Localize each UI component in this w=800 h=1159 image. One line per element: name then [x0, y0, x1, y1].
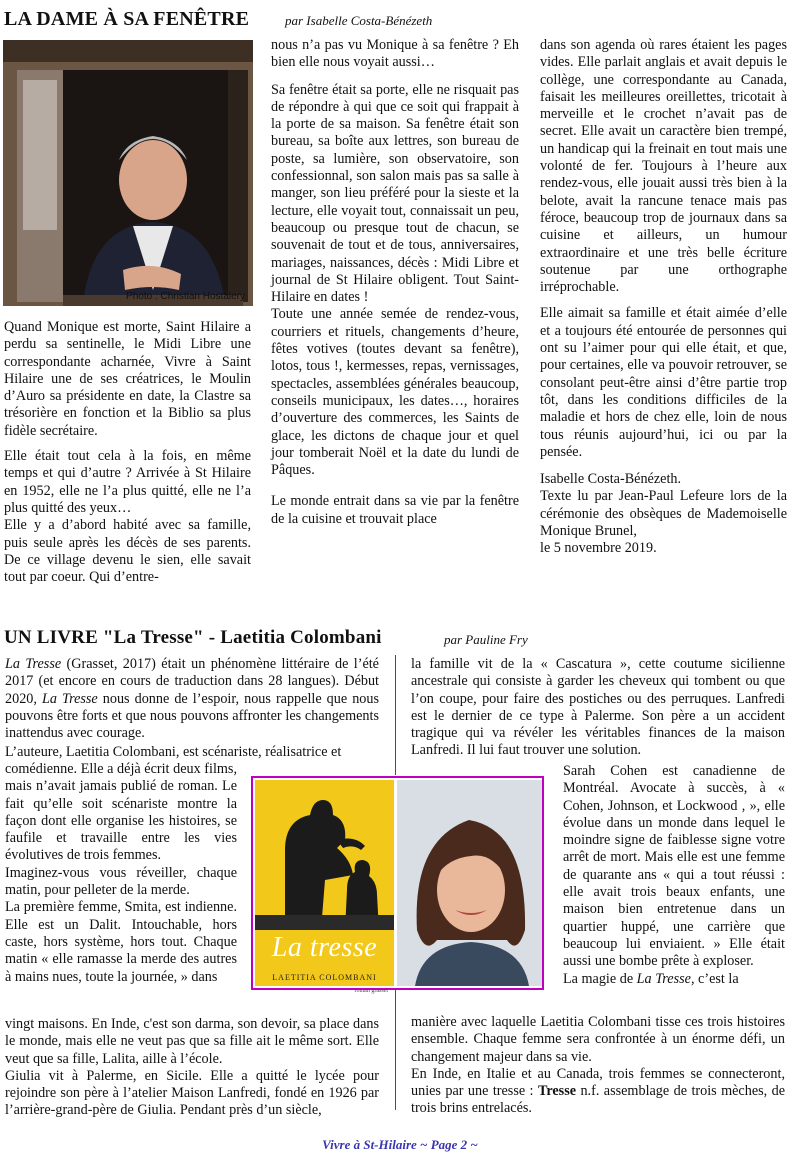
paragraph: dans son agenda où rares étaient les pages vides. Elle parlait anglais et avait depuis le collège, une correspondante au Canada, faisait les meilleures oreillettes, tricotait à merveille et le crochet n’avait pas de secret. Elle avait un caractère bien trempé, un handicap qui la freinait en tout mais une volonté de fer. Toujours à l’heure aux rendez-vous, elle jouait aussi très bien à la belote, avait la rancune tenace mais pas féroce, beaucoup trop de journaux dans sa cuisine et ailleurs, un humour extraordinaire et une très belle écriture soutenue par une orthographe irréprochable. [540, 37, 787, 296]
paragraph: Sarah Cohen est canadienne de Montréal. Avocate à succès, à « Cohen, Johnson, et Lockwood , », elle évolue dans un monde dans lequel le moindre signe de faiblesse signe votre arrêt de mort. Mais elle est une femme de quarante ans « qui a tout réussi : elle avait trois beaux enfants, une maison bien entretenue dans un quartier huppé, une carrière que beaucoup lui enviaient. » Elle était aussi une bombe prête à exploser. [563, 763, 785, 970]
paragraph [411, 1066, 785, 1118]
paragraph: nous n’a pas vu Monique à sa fenêtre ? Eh bien elle nous voyait aussi… [271, 37, 519, 71]
paragraph: vingt maisons. En Inde, c'est son darma, son devoir, sa place dans le monde, mais elle ne veut pas que sa fille ait le même sort. Elle veut que sa fille, Lalita, aille à l’école. [5, 1016, 379, 1067]
portrait-illustration [397, 780, 542, 986]
paragraph: Elle y a d’abord habité avec sa famille, puis seule après les décès de ses parents. De ce village devenu le sien, elle savait tout par coeur. Qui d’entre- [4, 517, 251, 586]
paragraph-first-line: L’auteure, Laetitia Colombani, est scénariste, réalisatrice et [5, 744, 342, 760]
paragraph: Le monde entrait dans sa vie par la fenêtre de la cuisine et trouvait place [271, 493, 519, 527]
signature: Isabelle Costa-Bénézeth. [540, 471, 682, 488]
text-span: En Inde, en Italie et au Canada, trois femmes se connecteront, unies par une tresse : [411, 1065, 785, 1100]
book-title-italic: La Tresse [41, 690, 98, 707]
article2-right-top [411, 656, 785, 760]
article2-intro [5, 656, 379, 742]
date-line: le 5 novembre 2019. [540, 540, 657, 557]
article1-column-2 [271, 37, 519, 528]
woman-at-window-photo [3, 40, 253, 306]
paragraph: Sa fenêtre était sa porte, elle ne risquait pas de répondre à qui que ce soit qui frappait à la porte de sa maison. Sa fenêtre était son bureau, sa boîte aux lettres, son bureau de poste, sa lumière, son observatoire, son confessionnal, son salon mais pas sa salle à manger, son lieu préféré pour la sieste et la lecture, elle voyait tout, connaissait un peu, beaucoup ou presque tout de chacun, se souvenait de tout et de tous, anniversaires, mariages, naissances, décès : Midi Libre et journal de St Hilaire obligent. Tout Saint-Hilaire en dates ! [271, 81, 519, 306]
text-span: n.f. assemblage de trois mèches, de trois brins entrelacés. [411, 1083, 785, 1117]
author-portrait [397, 780, 542, 986]
paragraph: Toute une année semée de rendez-vous, courriers et rituels, changements d’heure, fêtes votives (toutes devant sa fenêtre), lotos, tous !, kermesses, repas, vernissages, spectacles, assemblées générales beaucoup, conseils municipaux, les dates…, horaires d’ouverture des commerces, les Saints de glace, les dictons de chaque jour et quel jour tomberait Noël et la date du lundi de Pâques. [271, 306, 519, 479]
paragraph: la famille vit de la « Cascatura », cette coutume sicilienne ancestrale qui consiste à garder les cheveux qui tombent ou que l’on coupe, pour faire des postiches ou des perruques. Lanfredi est le dernier de ce type à Palerme. Son père a un accident tragique qui va révéler les véritables finances de la maison Lanfredi. Il lui faut trouver une solution. [411, 656, 785, 759]
text-span: nous donne de l’espoir, nous rappelle que nous pouvons être forts et que nous pouvons affronter les changements inattendus avec courage. [5, 690, 379, 742]
article2-right-narrow [563, 763, 785, 988]
paragraph: Elle était tout cela à la fois, en même temps et qui d’autre ? Arrivée à St Hilaire en 1952, elle ne l’a plus quitté, elle ne l’a plus quitté des yeux… [4, 448, 251, 516]
paragraph: Imaginez-vous vous réveiller, chaque matin, pour pelleter de la merde. [5, 864, 237, 899]
cover-silhouette-illustration [255, 780, 394, 930]
article-byline: par Pauline Fry [444, 632, 528, 647]
paragraph-start: La magie de La Tresse, c’est la [563, 970, 739, 987]
article2-left-bottom [5, 1016, 379, 1120]
paragraph: manière avec laquelle Laetitia Colombani tisse ces trois histoires ensemble. Chaque femme sera confrontée à un énorme défi, un changement majeur dans sa vie. [411, 1014, 785, 1065]
definition-term: Tresse [537, 1083, 577, 1100]
paragraph: Texte lu par Jean-Paul Lefeure lors de la cérémonie des obsèques de Mademoiselle Monique Brunel, [540, 488, 787, 540]
article1-column-1 [4, 319, 251, 586]
paragraph: Elle aimait sa famille et était aimée d’elle et a toujours été entourée de personnes qui ont su l’aimer pour qui elle était, et que, pour certaines, elle va pouvoir retrouver, se consolant peut-être ainsi d’être partie trop tôt, dans les conditions difficiles de la maladie et hors de chez elle, loin de nous tous réunis aujourd’hui, ici ou par la pensée. [540, 305, 787, 460]
text-span: La magie de [563, 970, 637, 987]
column-divider [395, 655, 396, 775]
cover-title: La tresse [271, 932, 378, 963]
book-title-italic: La Tresse, [636, 970, 695, 987]
article2-left-narrow [5, 761, 237, 986]
article2-right-bottom [411, 1014, 785, 1118]
book-cover [255, 780, 394, 994]
article-title: LA DAME À SA FENÊTRE [4, 8, 250, 30]
page-footer: Vivre à St-Hilaire ~ Page 2 ~ [322, 1137, 478, 1152]
photo-caption: Photo : Christian Hostalery [126, 291, 245, 302]
book-title-italic: La Tresse [5, 656, 62, 672]
article-byline: par Isabelle Costa-Bénézeth [285, 13, 433, 28]
photo-illustration [3, 40, 253, 306]
paragraph: Giulia vit à Palerme, en Sicile. Elle a quitté le lycée pour rejoindre son père à l’atelier Maison Lanfredi, fondé en 1926 par l’arrière-grand-père de Giulia. Pendant près d’un siècle, [5, 1067, 379, 1119]
article2-author-line [5, 744, 379, 761]
paragraph: La première femme, Smita, est indienne. Elle est un Dalit. Intouchable, hors caste, hors système, hors tout. Chaque matin « elle ramasse la merde des autres à mains nues, toute la journée, » dans [5, 899, 237, 985]
paragraph: comédienne. Elle a déjà écrit deux films, mais n’avait jamais publié de roman. Le fait qu’elle soit scénariste montre la façon dont elle organise les histoires, se faufile et travaille entre les vies évolutives de trois femmes. [5, 761, 237, 864]
cover-author: LAETITIA COLOMBANI [272, 973, 377, 982]
article1-column-3 [540, 37, 787, 558]
column-divider [395, 990, 396, 1110]
paragraph: Quand Monique est morte, Saint Hilaire a perdu sa sentinelle, le Midi Libre une correspondante acharnée, Vivre à Saint Hilaire une de ses créatrices, le Moulin d’Auro sa présidente en date, la Clastre sa trésorière en fonction et la Biblio sa plus fidèle secrétaire. [4, 319, 251, 439]
article-title: UN LIVRE "La Tresse" - Laetitia Colombani [4, 627, 382, 648]
text-span: (Grasset, 2017) était un phénomène littéraire de l’été 2017 (et encore en cours de traduction dans 28 langues). Début 2020, [5, 656, 379, 707]
book-image-frame [251, 776, 544, 994]
cover-publisher: roman grasset [354, 988, 388, 994]
